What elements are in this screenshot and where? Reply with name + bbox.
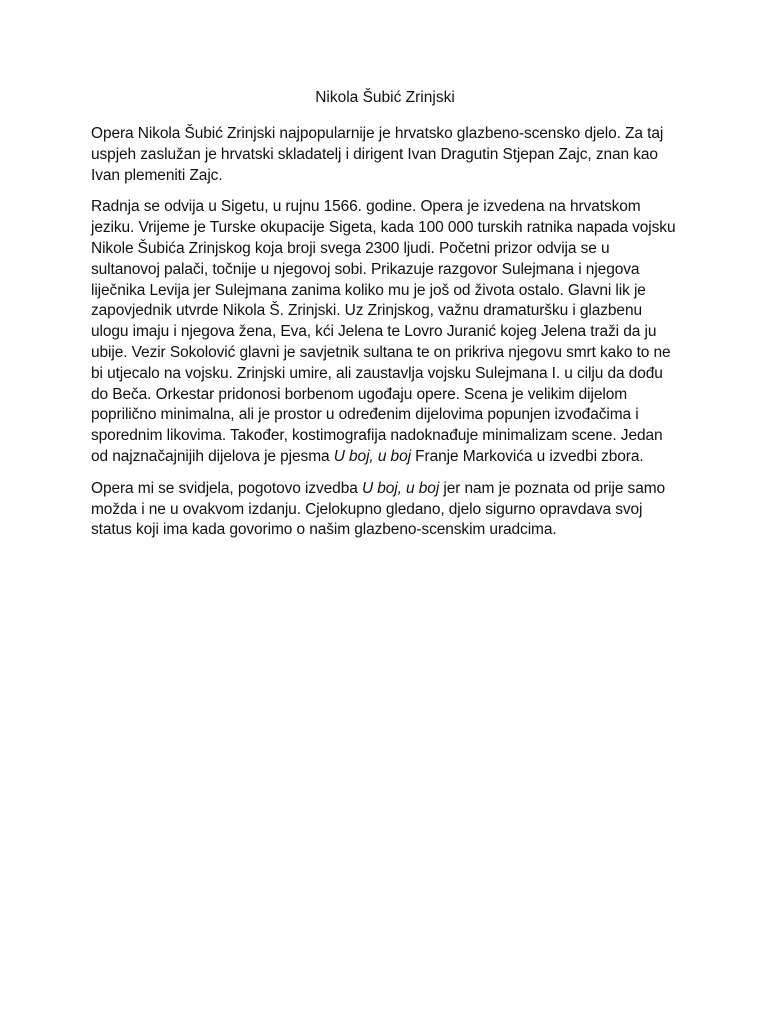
paragraph-intro — [91, 124, 679, 186]
document-page — [91, 87, 679, 552]
song-title-italic: U boj, u boj — [333, 447, 411, 465]
paragraph-opinion-text: Opera mi se svidjela, pogotovo izvedba — [91, 479, 362, 497]
paragraph-plot — [91, 197, 679, 467]
document-title: Nikola Šubić Zrinjski — [315, 89, 455, 106]
song-title-italic-2: U boj, u boj — [361, 479, 440, 497]
paragraph-plot-text: Radnja se odvija u Sigetu, u rujnu 1566. godine. Opera je izvedena na hrvatskom jeziku. Vrijeme je Turske okupacije Sigeta, kada 100 000 turskih ratnika napada vojsku Nikole Šubića Zrinjskog koja broji svega 2300 ljudi. Početni prizor odvija se u sultanovoj palači, točnije u njegovoj sobi. Prikazuje razgovor Sulejmana i njegova liječnika Levija jer Sulejmana zanima koliko mu je još od života ostalo. Glavni lik je zapovjednik utvrde Nikola Š. Zrinjski. Uz Zrinjskog, važnu dramaturšku i glazbenu ulogu imaju i njegova žena, Eva, kći Jelena te Lovro Juranić kojeg Jelena traži da ju ubije. Vezir Sokolović glavni je savjetnik sultana te on prikriva njegovu smrt kako to ne bi utjecalo na vojsku. Zrinjski umire, ali zaustavlja vojsku Sulejmana I. u cilju da dođu do Beča. Orkestar pridonosi borbenom ugođaju opere. Scena je velikim dijelom poprilično minimalna, ali je prostor u određenim dijelovima popunjen izvođačima i sporednim likovima. Također, kostimografija nadoknađuje minimalizam scene. Jedan od najznačajnijih dijelova je pjesma — [91, 198, 676, 465]
paragraph-opinion-ending: jer nam je poznata od prije samo možda i ne u ovakvom izdanju. Cjelokupno gledano, djelo sigurno opravdava svoj status koji ima kada govorimo o našim glazbeno-scenskim uradcima. — [91, 479, 666, 539]
paragraph-opinion — [91, 479, 679, 541]
paragraph-plot-ending: Franje Markovića u izvedbi zbora. — [410, 447, 644, 465]
paragraph-intro-text: Opera Nikola Šubić Zrinjski najpopularnije je hrvatsko glazbeno-scensko djelo. Za taj uspjeh zaslužan je hrvatski skladatelj i dirigent Ivan Dragutin Stjepan Zajc, znan kao Ivan plemeniti Zajc. — [91, 125, 664, 184]
